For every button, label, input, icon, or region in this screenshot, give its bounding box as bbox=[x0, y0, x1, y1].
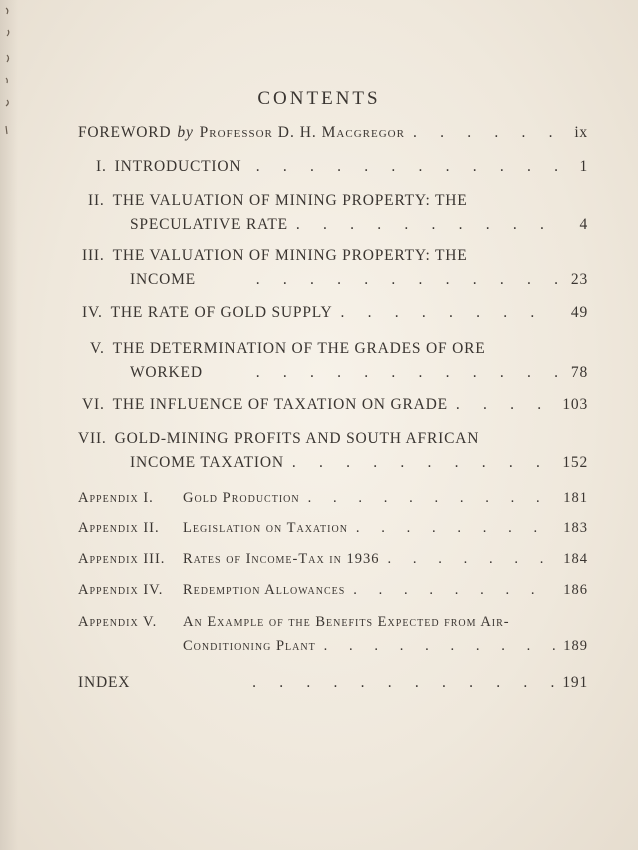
leader-dots bbox=[356, 520, 555, 537]
index-label: INDEX bbox=[78, 674, 131, 691]
leader-dots bbox=[308, 490, 556, 507]
foreword-by: by bbox=[177, 124, 194, 141]
leader-dots bbox=[324, 638, 556, 655]
toc-entry-appendix-4[interactable] bbox=[78, 582, 588, 606]
foreword-page: ix bbox=[574, 124, 588, 141]
toc-entry-chapter-2[interactable] bbox=[78, 192, 588, 240]
index-page: 191 bbox=[562, 674, 588, 691]
chapter-title-cont: INCOME TAXATION bbox=[130, 454, 284, 471]
appendix-page: 183 bbox=[563, 520, 588, 536]
toc-entry-chapter-3[interactable] bbox=[78, 247, 588, 295]
toc-entry-chapter-4[interactable] bbox=[78, 304, 588, 328]
chapter-number: VI. bbox=[82, 396, 105, 413]
chapter-title: THE VALUATION OF MINING PROPERTY: THE bbox=[112, 192, 468, 209]
toc-entry-appendix-1[interactable] bbox=[78, 490, 588, 514]
chapter-page: 4 bbox=[579, 216, 588, 233]
appendix-title: Gold Production bbox=[183, 490, 300, 506]
chapter-number: II. bbox=[88, 192, 105, 209]
chapter-page: 78 bbox=[570, 364, 588, 381]
toc-entry-chapter-1[interactable] bbox=[78, 158, 588, 182]
leader-dots bbox=[249, 158, 558, 176]
leader-dots bbox=[456, 396, 554, 414]
chapter-page: 103 bbox=[562, 396, 588, 413]
chapter-page: 49 bbox=[570, 304, 588, 321]
chapter-number: I. bbox=[96, 158, 107, 175]
chapter-page: 23 bbox=[570, 271, 588, 288]
toc-entry-appendix-2[interactable] bbox=[78, 520, 588, 544]
appendix-label: Appendix IV. bbox=[78, 582, 164, 598]
leader-dots bbox=[204, 271, 558, 289]
chapter-title-cont: WORKED bbox=[130, 364, 203, 381]
toc-entry-index[interactable] bbox=[78, 674, 588, 698]
chapter-title: GOLD-MINING PROFITS AND SOUTH AFRICAN bbox=[114, 430, 480, 447]
contents-heading: CONTENTS bbox=[257, 88, 381, 109]
toc-entry-chapter-7[interactable] bbox=[78, 430, 588, 478]
chapter-title: THE RATE OF GOLD SUPPLY bbox=[110, 304, 333, 321]
appendix-label: Appendix I. bbox=[78, 490, 154, 506]
leader-dots bbox=[387, 551, 555, 568]
leader-dots bbox=[292, 454, 555, 472]
appendix-label: Appendix III. bbox=[78, 551, 166, 567]
appendix-title: Legislation on Taxation bbox=[183, 520, 348, 536]
leader-dots bbox=[138, 674, 554, 692]
toc-entry-chapter-5[interactable] bbox=[78, 340, 588, 388]
appendix-title: Rates of Income-Tax in 1936 bbox=[183, 551, 380, 567]
chapter-number: VII. bbox=[78, 430, 107, 447]
chapter-number: IV. bbox=[82, 304, 103, 321]
appendix-page: 186 bbox=[563, 582, 588, 598]
toc-entry-foreword[interactable] bbox=[78, 124, 588, 148]
leader-dots bbox=[413, 124, 558, 142]
chapter-title: THE INFLUENCE OF TAXATION ON GRADE bbox=[112, 396, 448, 413]
leader-dots bbox=[340, 304, 558, 322]
appendix-page: 184 bbox=[563, 551, 588, 567]
appendix-title-cont: Conditioning Plant bbox=[183, 638, 316, 654]
leader-dots bbox=[296, 216, 558, 234]
foreword-label: FOREWORD bbox=[78, 124, 172, 141]
appendix-title: Redemption Allowances bbox=[183, 582, 346, 598]
leader-dots bbox=[353, 582, 555, 599]
appendix-label: Appendix II. bbox=[78, 520, 160, 536]
chapter-page: 152 bbox=[562, 454, 588, 471]
chapter-title: THE DETERMINATION OF THE GRADES OF ORE bbox=[112, 340, 486, 357]
foreword-author: Professor D. H. Macgregor bbox=[199, 124, 405, 141]
appendix-label: Appendix V. bbox=[78, 614, 158, 630]
chapter-title: THE VALUATION OF MINING PROPERTY: THE bbox=[112, 247, 468, 264]
toc-entry-appendix-3[interactable] bbox=[78, 551, 588, 575]
chapter-number: III. bbox=[82, 247, 105, 264]
appendix-page: 181 bbox=[563, 490, 588, 506]
appendix-page: 189 bbox=[563, 638, 588, 654]
leader-dots bbox=[211, 364, 558, 382]
chapter-title-cont: SPECULATIVE RATE bbox=[130, 216, 288, 233]
chapter-page: 1 bbox=[579, 158, 588, 175]
appendix-title: An Example of the Benefits Expected from Air- bbox=[183, 614, 510, 630]
chapter-title: INTRODUCTION bbox=[114, 158, 242, 175]
toc-entry-chapter-6[interactable] bbox=[78, 396, 588, 420]
chapter-title-cont: INCOME bbox=[130, 271, 196, 288]
chapter-number: V. bbox=[90, 340, 105, 357]
bleed-through-marks bbox=[2, 0, 16, 160]
toc-entry-appendix-5[interactable] bbox=[78, 614, 588, 662]
page-gutter-shadow bbox=[0, 0, 18, 850]
